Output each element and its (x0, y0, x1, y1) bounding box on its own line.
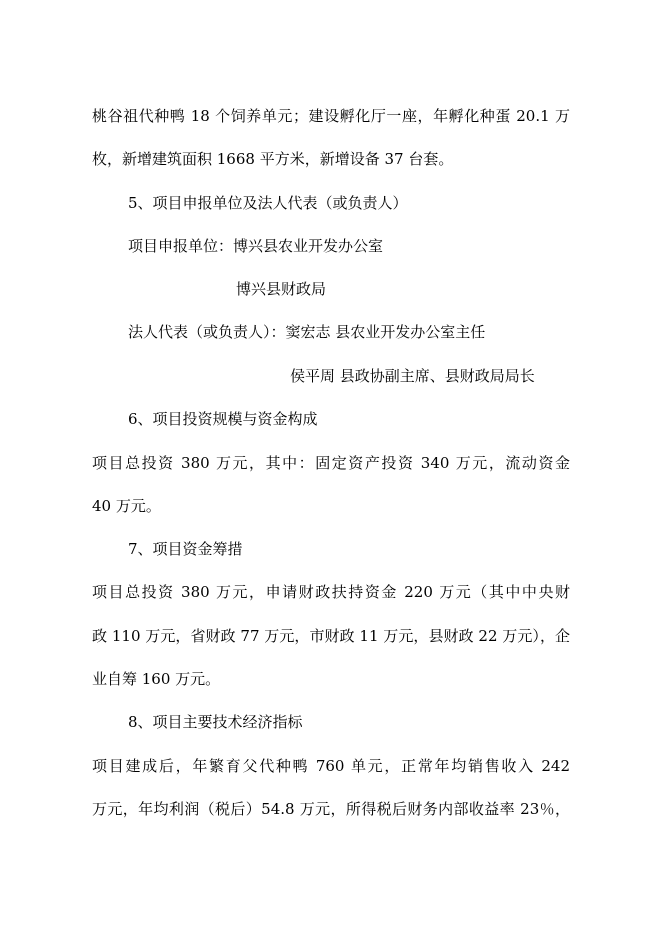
body-text-line: 项目总投资 380 万元，其中：固定资产投资 340 万元，流动资金 (92, 454, 570, 472)
body-text-line: 枚，新增建筑面积 1668 平方米，新增设备 37 台套。 (92, 150, 454, 168)
body-text-line: 业自筹 160 万元。 (92, 670, 221, 688)
body-text-line: 博兴县财政局 (236, 280, 327, 298)
section-heading-8: 8、项目主要技术经济指标 (128, 713, 303, 731)
body-text-line: 项目建成后，年繁育父代种鸭 760 单元，正常年均销售收入 242 (92, 757, 570, 775)
body-text-line: 桃谷祖代种鸭 18 个饲养单元；建设孵化厅一座，年孵化种蛋 20.1 万 (92, 107, 570, 125)
section-heading-6: 6、项目投资规模与资金构成 (128, 410, 318, 428)
body-text-line: 万元，年均利润（税后）54.8 万元，所得税后财务内部收益率 23％， (92, 800, 570, 818)
section-heading-7: 7、项目资金筹措 (128, 540, 243, 558)
body-text-line: 项目总投资 380 万元，申请财政扶持资金 220 万元（其中中央财 (92, 583, 570, 601)
body-text-line: 侯平周 县政协副主席、县财政局局长 (290, 367, 535, 385)
body-text-line: 政 110 万元，省财政 77 万元，市财政 11 万元，县财政 22 万元），企 (92, 627, 570, 645)
section-heading-5: 5、项目申报单位及法人代表（或负责人） (128, 194, 408, 212)
body-text-line: 法人代表（或负责人）：窦宏志 县农业开发办公室主任 (128, 323, 486, 341)
body-text-line: 项目申报单位：博兴县农业开发办公室 (128, 237, 384, 255)
body-text-line: 40 万元。 (92, 497, 161, 515)
